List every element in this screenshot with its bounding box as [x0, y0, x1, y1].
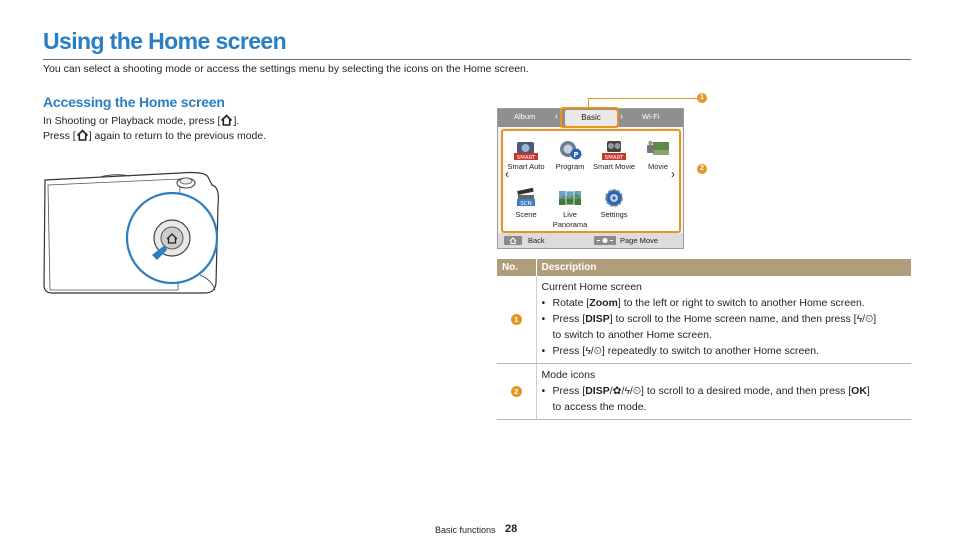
instruction-line-1 — [43, 114, 239, 130]
page-title: Using the Home screen — [43, 28, 287, 54]
instruction-text: ] again to return to the previous mode. — [88, 130, 267, 142]
bullet-item — [542, 311, 907, 343]
flash-icon: ϟ — [856, 313, 863, 325]
text: / — [629, 385, 633, 397]
text: ] — [866, 385, 870, 397]
camera-illustration — [40, 165, 245, 300]
home-screen-bottom-bar — [498, 233, 683, 248]
current-screen-highlight — [560, 107, 619, 128]
flash-icon: ϟ — [624, 385, 630, 397]
text: ] — [873, 313, 877, 325]
zoom-key-label: Zoom — [589, 297, 618, 309]
table-header-row — [497, 259, 911, 276]
intro-text: You can select a shooting mode or access the settings menu by selecting the icons on the Home screen. — [43, 63, 529, 75]
text: / — [621, 385, 625, 397]
chevron-right-icon[interactable]: › — [671, 167, 675, 181]
callout-marker-2: 2 — [697, 164, 707, 174]
mode-label: Movie — [647, 162, 668, 171]
movie-icon — [645, 139, 671, 161]
callout-marker-1: 1 — [697, 93, 707, 103]
column-header-description: Description — [536, 259, 911, 276]
mode-label: Live Panorama — [552, 210, 588, 229]
table-row — [497, 364, 911, 420]
program-icon — [557, 139, 583, 161]
macro-icon: ✿ — [612, 385, 622, 397]
text: ] repeatedly to switch to another Home screen. — [601, 345, 819, 357]
mode-smart-auto[interactable] — [503, 139, 549, 172]
text: / — [862, 313, 866, 325]
instruction-text: In Shooting or Playback mode, press [ — [43, 115, 221, 127]
badge-text: SMART — [516, 154, 536, 161]
mode-live-panorama[interactable] — [547, 187, 593, 230]
badge-text: SMART — [604, 154, 624, 161]
scene-icon — [513, 187, 539, 209]
description-cell — [536, 364, 911, 420]
text: / — [590, 345, 594, 357]
settings-icon — [601, 187, 627, 209]
tab-basic[interactable]: Basic — [565, 110, 617, 126]
home-screen-figure — [497, 108, 684, 249]
tab-wifi[interactable]: Wi-Fi — [642, 112, 660, 121]
number-marker: 1 — [511, 314, 522, 325]
text: to switch to another Home screen. — [552, 329, 712, 341]
row-number-cell — [497, 364, 536, 420]
section-title: Accessing the Home screen — [43, 94, 225, 110]
table-row — [497, 276, 911, 364]
page-move-label[interactable]: Page Move — [620, 236, 658, 245]
text: Press [ — [552, 385, 586, 397]
row-number-cell — [497, 276, 536, 364]
smart-movie-icon — [601, 139, 627, 161]
ok-key-label: OK — [851, 385, 867, 397]
mode-label: Smart Movie — [592, 162, 636, 171]
timer-icon: ⏲ — [865, 313, 874, 325]
text: Press [ — [552, 313, 586, 325]
mode-icons-area — [501, 129, 681, 233]
disp-key-label: DISP — [585, 385, 610, 397]
mode-label: Smart Auto — [507, 162, 545, 171]
tab-album[interactable]: Album — [514, 112, 536, 121]
mode-movie[interactable] — [635, 139, 681, 172]
home-icon — [220, 114, 233, 130]
navigation-key-icon — [594, 236, 616, 245]
mode-settings[interactable] — [591, 187, 637, 220]
mode-scene[interactable] — [503, 187, 549, 220]
mode-label: Settings — [600, 210, 628, 219]
callout-leader-1 — [588, 98, 697, 99]
timer-icon: ⏲ — [632, 385, 642, 397]
text: ] to scroll to the Home screen name, and then press [ — [609, 313, 857, 325]
row-title: Mode icons — [541, 369, 596, 381]
mode-program[interactable] — [547, 139, 593, 172]
mode-label: Scene — [515, 210, 537, 219]
home-key-icon — [504, 236, 522, 245]
description-cell — [536, 276, 911, 364]
live-panorama-icon — [557, 187, 583, 209]
instruction-text: Press [ — [43, 130, 76, 142]
home-icon — [76, 129, 89, 145]
text: ] to scroll to a desired mode, and then press [ — [641, 385, 852, 397]
text: ] to the left or right to switch to another Home screen. — [617, 297, 865, 309]
chevron-left-icon[interactable]: ‹ — [505, 167, 509, 181]
flash-icon: ϟ — [585, 345, 591, 357]
callout-leader-1 — [588, 98, 589, 108]
mode-smart-movie[interactable] — [591, 139, 637, 172]
back-label[interactable]: Back — [528, 236, 545, 245]
text: / — [609, 385, 613, 397]
number-marker: 2 — [511, 386, 522, 397]
footer-section-label: Basic functions — [435, 525, 496, 535]
chevron-right-icon: › — [620, 111, 623, 121]
description-table — [497, 259, 911, 420]
column-header-no: No. — [497, 259, 536, 276]
smart-auto-icon — [513, 139, 539, 161]
disp-key-label: DISP — [585, 313, 610, 325]
page-number: 28 — [505, 523, 518, 535]
timer-icon: ⏲ — [593, 345, 602, 357]
bullet-item — [542, 295, 907, 311]
title-rule — [43, 59, 911, 60]
text: to access the mode. — [552, 401, 647, 413]
text: Press [ — [552, 345, 586, 357]
badge-text: P — [573, 151, 579, 159]
bullet-item — [542, 343, 907, 359]
bullet-item — [542, 383, 907, 415]
instruction-line-2 — [43, 129, 266, 145]
row-title: Current Home screen — [541, 281, 642, 293]
mode-label: Program — [555, 162, 585, 171]
text: Rotate [ — [552, 297, 590, 309]
chevron-left-icon: ‹ — [555, 111, 558, 121]
badge-text: SCN — [520, 200, 532, 207]
instruction-text: ]. — [233, 115, 240, 127]
